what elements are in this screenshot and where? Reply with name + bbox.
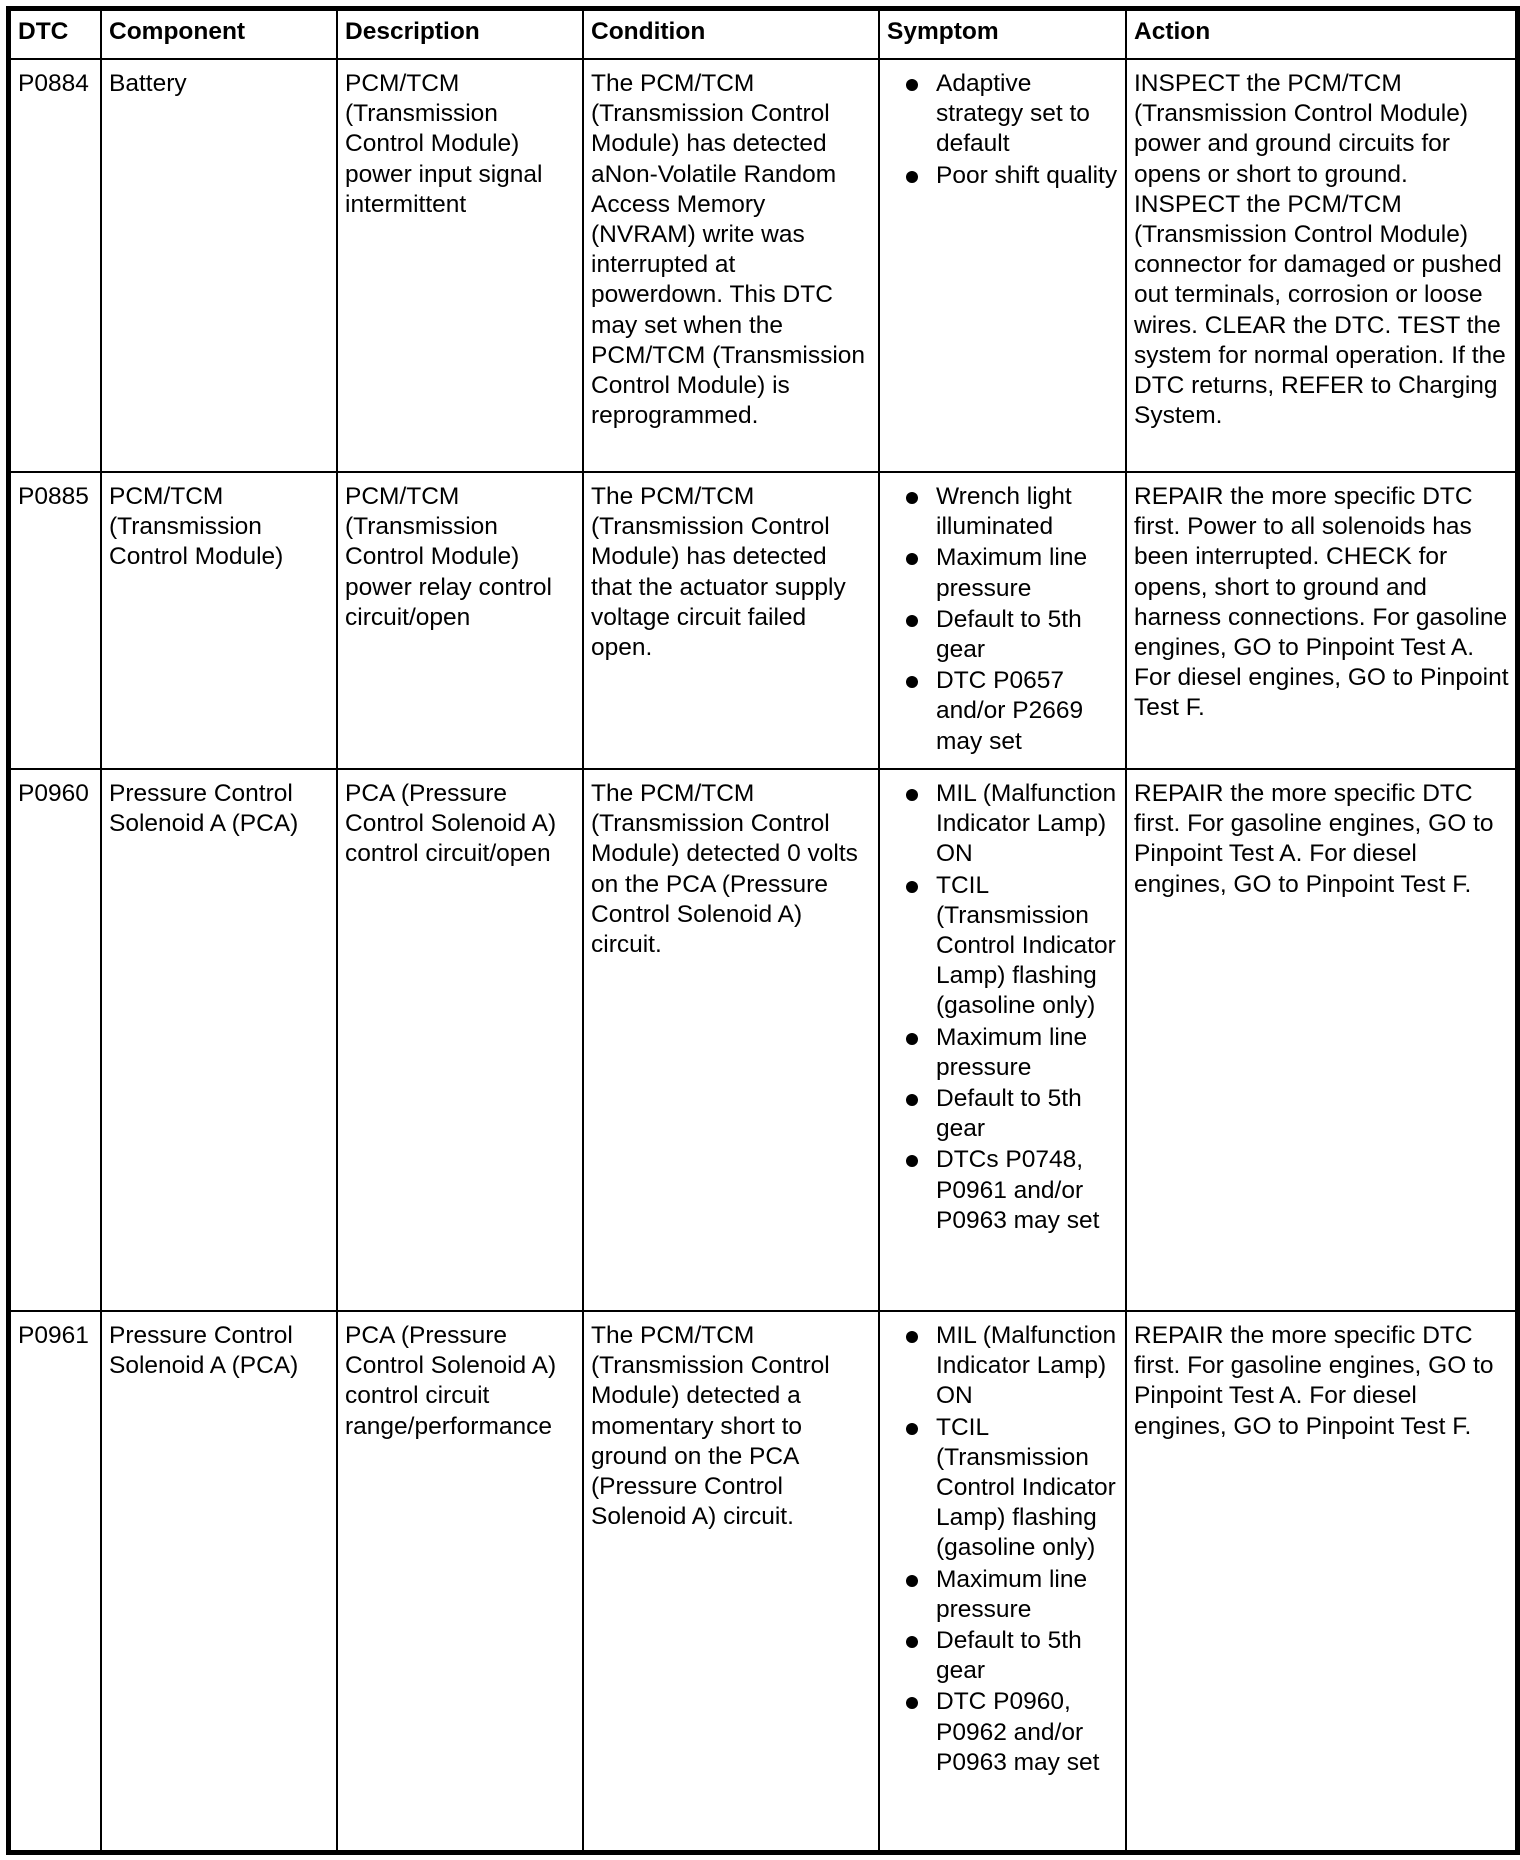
symptom-list (887, 1321, 1119, 1778)
symptom-item: DTC P0960, P0962 and/or P0963 may set (887, 1687, 1119, 1778)
symptom-item: Wrench light illuminated (887, 482, 1119, 542)
symptom-item: DTC P0657 and/or P2669 may set (887, 666, 1119, 757)
symptom-item: Default to 5th gear (887, 605, 1119, 665)
condition: The PCM/TCM (Transmission Control Module) detected a momentary short to ground on the PCA (Pressure Control Solenoid A) circuit. (583, 1311, 879, 1851)
header-description: Description (337, 10, 583, 59)
description: PCA (Pressure Control Solenoid A) control circuit/open (337, 769, 583, 1311)
description: PCM/TCM (Transmission Control Module) power relay control circuit/open (337, 472, 583, 769)
table-row (10, 472, 1516, 769)
header-component: Component (101, 10, 337, 59)
header-symptom: Symptom (879, 10, 1126, 59)
symptom-item: Maximum line pressure (887, 1023, 1119, 1083)
symptom-list (887, 69, 1119, 191)
symptom-item: Poor shift quality (887, 161, 1119, 191)
table-row (10, 769, 1516, 1311)
symptom-list (887, 482, 1119, 757)
condition: The PCM/TCM (Transmission Control Module) has detected that the actuator supply voltage circuit failed open. (583, 472, 879, 769)
description: PCM/TCM (Transmission Control Module) power input signal intermittent (337, 59, 583, 472)
component: Battery (101, 59, 337, 472)
symptom-item: Default to 5th gear (887, 1626, 1119, 1686)
symptom-item: Maximum line pressure (887, 1565, 1119, 1625)
symptom-cell (879, 59, 1126, 472)
component: Pressure Control Solenoid A (PCA) (101, 1311, 337, 1851)
component: Pressure Control Solenoid A (PCA) (101, 769, 337, 1311)
symptom-item: DTCs P0748, P0961 and/or P0963 may set (887, 1145, 1119, 1236)
symptom-item: TCIL (Transmission Control Indicator Lamp) flashing (gasoline only) (887, 1413, 1119, 1564)
symptom-cell (879, 472, 1126, 769)
symptom-item: Maximum line pressure (887, 543, 1119, 603)
symptom-item: MIL (Malfunction Indicator Lamp) ON (887, 1321, 1119, 1412)
action: REPAIR the more specific DTC first. For gasoline engines, GO to Pinpoint Test A. For diesel engines, GO to Pinpoint Test F. (1126, 769, 1516, 1311)
dtc-code: P0960 (10, 769, 101, 1311)
header-condition: Condition (583, 10, 879, 59)
symptom-cell (879, 1311, 1126, 1851)
dtc-code: P0961 (10, 1311, 101, 1851)
table-row (10, 1311, 1516, 1851)
symptom-item: TCIL (Transmission Control Indicator Lamp) flashing (gasoline only) (887, 871, 1119, 1022)
symptom-cell (879, 769, 1126, 1311)
condition: The PCM/TCM (Transmission Control Module) detected 0 volts on the PCA (Pressure Control Solenoid A) circuit. (583, 769, 879, 1311)
dtc-code: P0884 (10, 59, 101, 472)
action: REPAIR the more specific DTC first. Power to all solenoids has been interrupted. CHECK for opens, short to ground and harness connections. For gasoline engines, GO to Pinpoint Test A. For diesel engines, GO to Pinpoint Test F. (1126, 472, 1516, 769)
dtc-code: P0885 (10, 472, 101, 769)
component: PCM/TCM (Transmission Control Module) (101, 472, 337, 769)
header-action: Action (1126, 10, 1516, 59)
header-row (10, 10, 1516, 59)
action: REPAIR the more specific DTC first. For gasoline engines, GO to Pinpoint Test A. For diesel engines, GO to Pinpoint Test F. (1126, 1311, 1516, 1851)
action: INSPECT the PCM/TCM (Transmission Control Module) power and ground circuits for opens or short to ground. INSPECT the PCM/TCM (Transmission Control Module) connector for damaged or pushed out terminals, corrosion or loose wires. CLEAR the DTC. TEST the system for normal operation. If the DTC returns, REFER to Charging System. (1126, 59, 1516, 472)
dtc-table (9, 9, 1517, 1852)
table-row (10, 59, 1516, 472)
symptom-item: Adaptive strategy set to default (887, 69, 1119, 160)
condition: The PCM/TCM (Transmission Control Module) has detected aNon-Volatile Random Access Memory (NVRAM) write was interrupted at powerdown. This DTC may set when the PCM/TCM (Transmission Control Module) is reprogrammed. (583, 59, 879, 472)
symptom-item: MIL (Malfunction Indicator Lamp) ON (887, 779, 1119, 870)
symptom-item: Default to 5th gear (887, 1084, 1119, 1144)
description: PCA (Pressure Control Solenoid A) control circuit range/performance (337, 1311, 583, 1851)
symptom-list (887, 779, 1119, 1236)
header-dtc: DTC (10, 10, 101, 59)
